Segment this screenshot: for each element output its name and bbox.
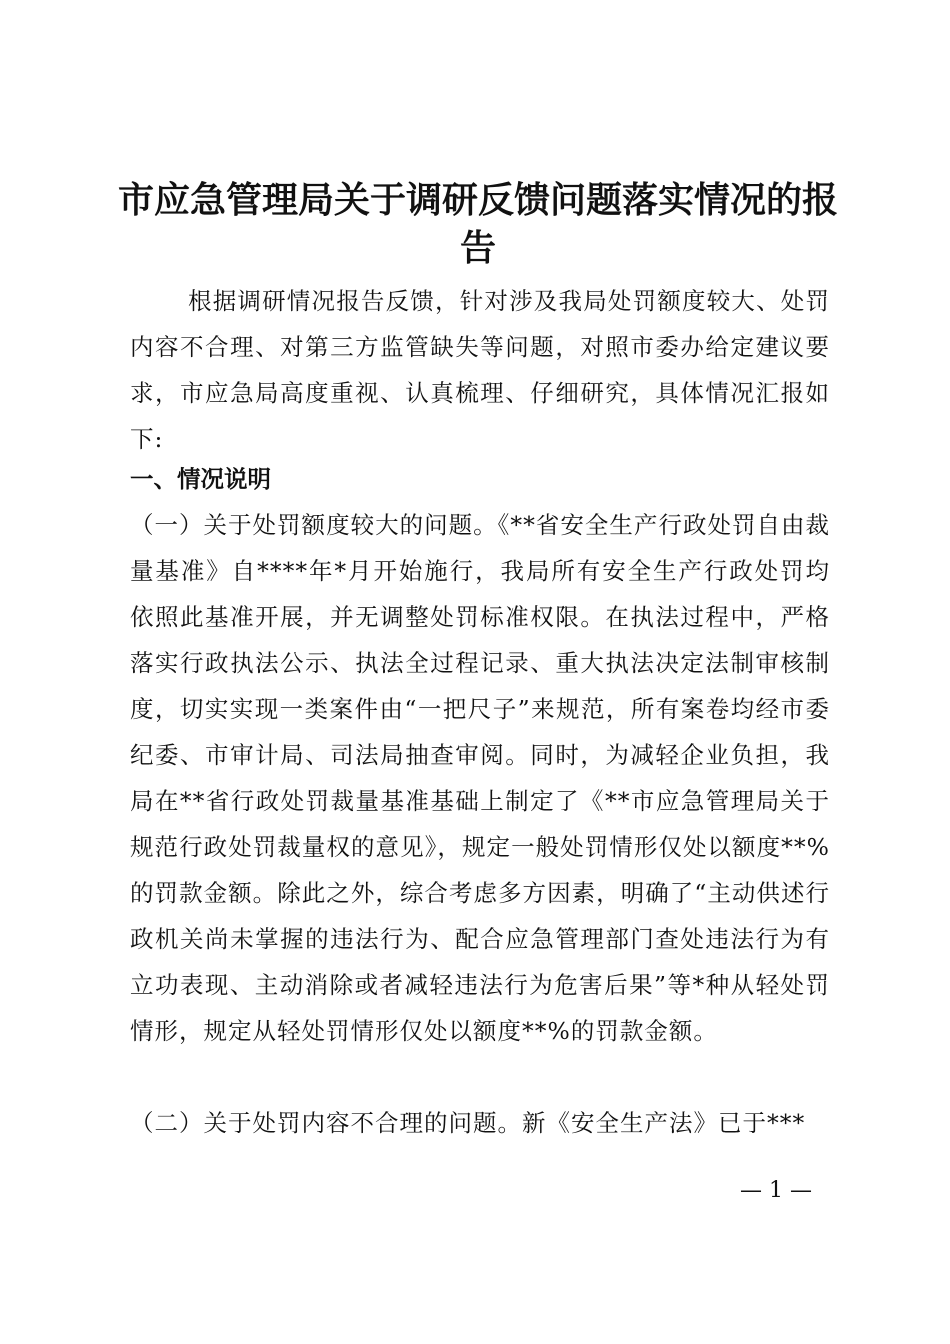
paragraph-penalty-amount: （一）关于处罚额度较大的问题。《**省安全生产行政处罚自由裁量基准》自****年*月开始施行，我局所有安全生产行政处罚均依照此基准开展，并无调整处罚标准权限。在执法过程中，严格落实行政执法公示、执法全过程记录、重大执法决定法制审核制度，切实实现一类案件由“一把尺子”来规范，所有案卷均经市委纪委、市审计局、司法局抽查审阅。同时，为减轻企业负担，我局在**省行政处罚裁量基准基础上制定了《**市应急管理局关于规范行政处罚裁量权的意见》，规定一般处罚情形仅处以额度**%的罚款金额。除此之外，综合考虑多方因素，明确了“主动供述行政机关尚未掌握的违法行为、配合应急管理部门查处违法行为有立功表现、主动消除或者减轻违法行为危害后果”等*种从轻处罚情形，规定从轻处罚情形仅处以额度**%的罚款金额。: [130, 511, 830, 1045]
section-heading: 一、情况说明: [130, 465, 271, 493]
paragraph-penalty-content: （二）关于处罚内容不合理的问题。新《安全生产法》已于***: [130, 1109, 806, 1137]
page-number: — 1 —: [740, 1178, 812, 1203]
document-title: 市应急管理局关于调研反馈问题落实情况的报告: [118, 179, 839, 269]
intro-paragraph: 根据调研情况报告反馈，针对涉及我局处罚额度较大、处罚内容不合理、对第三方监管缺失等问题，对照市委办给定建议要求，市应急局高度重视、认真梳理、仔细研究，具体情况汇报如下:: [130, 287, 830, 453]
